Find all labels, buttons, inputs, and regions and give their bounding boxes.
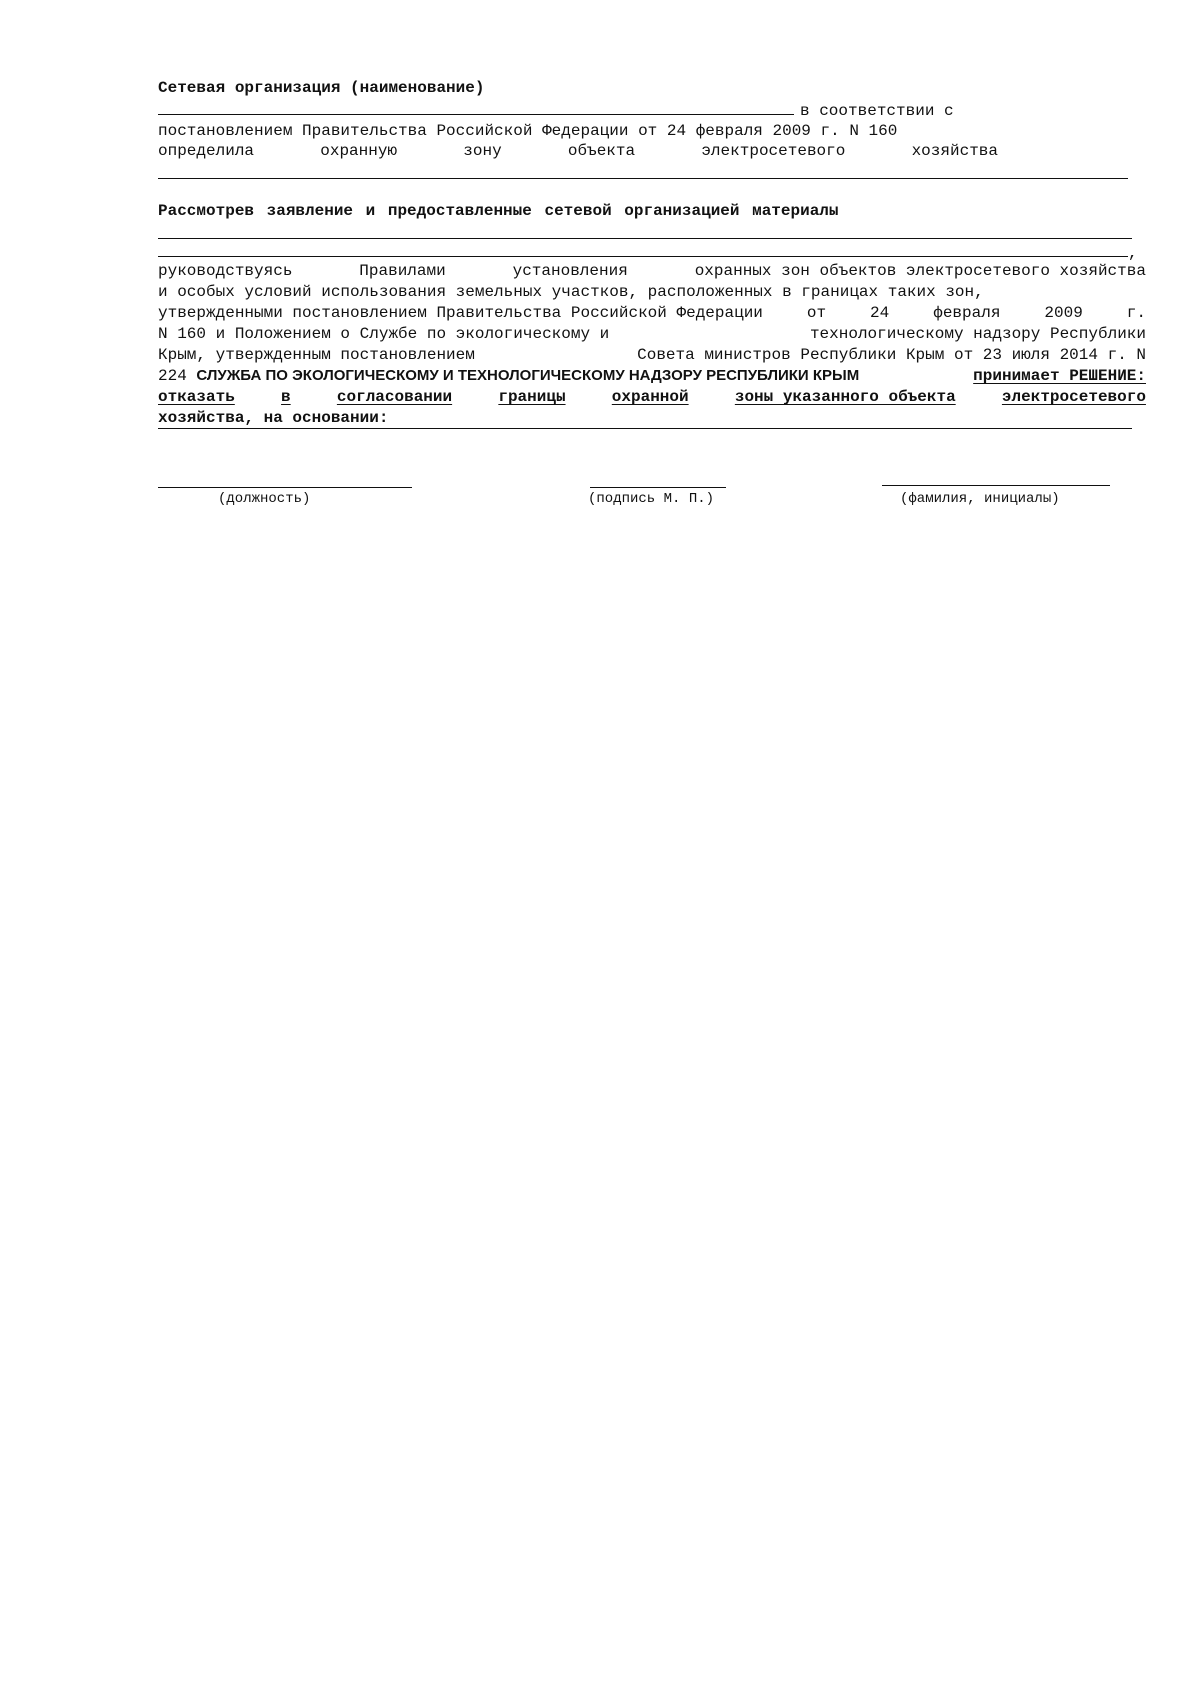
text-segment: г. — [1126, 304, 1146, 322]
organization-name-line — [158, 114, 794, 115]
decision-line — [158, 366, 1146, 386]
text-segment: технологическому надзору Республики — [809, 325, 1146, 343]
refusal-line — [158, 387, 1146, 407]
text-segment: руководствуясь — [158, 262, 293, 280]
text-segment: в — [281, 388, 291, 406]
text-segment: февраля — [933, 304, 1001, 322]
text-segment: электросетевого — [1001, 388, 1146, 406]
body-line — [158, 345, 1146, 365]
text-segment: установления — [512, 262, 628, 280]
name-line — [882, 485, 1110, 486]
text-segment: границы — [498, 388, 566, 406]
materials-line-1 — [158, 238, 1132, 239]
text-segment: N 160 и Положением о Службе по экологическому и — [158, 325, 610, 343]
text-segment: охранной — [611, 388, 689, 406]
text-segment: охранную — [320, 142, 398, 160]
text-segment: охранных зон объектов электросетевого хозяйства — [694, 262, 1146, 280]
comma: , — [1128, 244, 1138, 262]
grounds-line — [158, 428, 1132, 429]
text-segment: и особых условий использования земельных участков, расположенных в границах таких зон, — [158, 283, 984, 301]
name-caption: (фамилия, инициалы) — [900, 491, 1060, 507]
organization-title: Сетевая организация (наименование) — [158, 79, 485, 97]
agency-name: СЛУЖБА ПО ЭКОЛОГИЧЕСКОМУ И ТЕХНОЛОГИЧЕСКОМУ НАДЗОРУ РЕСПУБЛИКИ КРЫМ — [196, 367, 860, 384]
body-line — [158, 324, 1146, 344]
text-segment: утвержденными постановлением Правительства Российской Федерации — [158, 304, 763, 322]
text-segment: от — [806, 304, 827, 322]
position-caption: (должность) — [218, 491, 311, 507]
text-segment: Совета министров Республики Крым от 23 июля 2014 г. N — [637, 346, 1146, 364]
resolution-number: 224 — [158, 367, 187, 385]
body-line — [158, 303, 1146, 323]
signature-line — [590, 487, 726, 488]
resolution-line: постановлением Правительства Российской Федерации от 24 февраля 2009 г. N 160 — [158, 122, 898, 140]
in-accordance-text: в соответствии с — [800, 102, 954, 120]
text-segment: электросетевого — [701, 142, 846, 160]
text-segment: зону — [463, 142, 502, 160]
text-segment: зоны указанного объекта — [734, 388, 956, 406]
text-segment: 24 — [870, 304, 890, 322]
text-segment: согласовании — [336, 388, 453, 406]
materials-line-2 — [158, 256, 1128, 257]
grounds-label: хозяйства, на основании: — [158, 409, 389, 427]
text-segment: Правилами — [359, 262, 446, 280]
text-segment: 2009 — [1044, 304, 1083, 322]
body-line — [158, 282, 1146, 302]
object-name-line — [158, 178, 1128, 179]
considering-label: Рассмотрев заявление и предоставленные сетевой организацией материалы — [158, 202, 839, 220]
defined-zone-line — [158, 141, 998, 161]
text-segment: определила — [158, 142, 255, 160]
text-segment: Крым, утвержденным постановлением — [158, 346, 475, 364]
position-line — [158, 487, 412, 488]
text-segment: хозяйства — [911, 142, 998, 160]
signature-caption: (подпись М. П.) — [588, 491, 715, 507]
body-line — [158, 261, 1146, 281]
decision-label: принимает РЕШЕНИЕ: — [973, 367, 1146, 385]
text-segment: отказать — [158, 388, 235, 406]
text-segment: объекта — [567, 142, 636, 160]
